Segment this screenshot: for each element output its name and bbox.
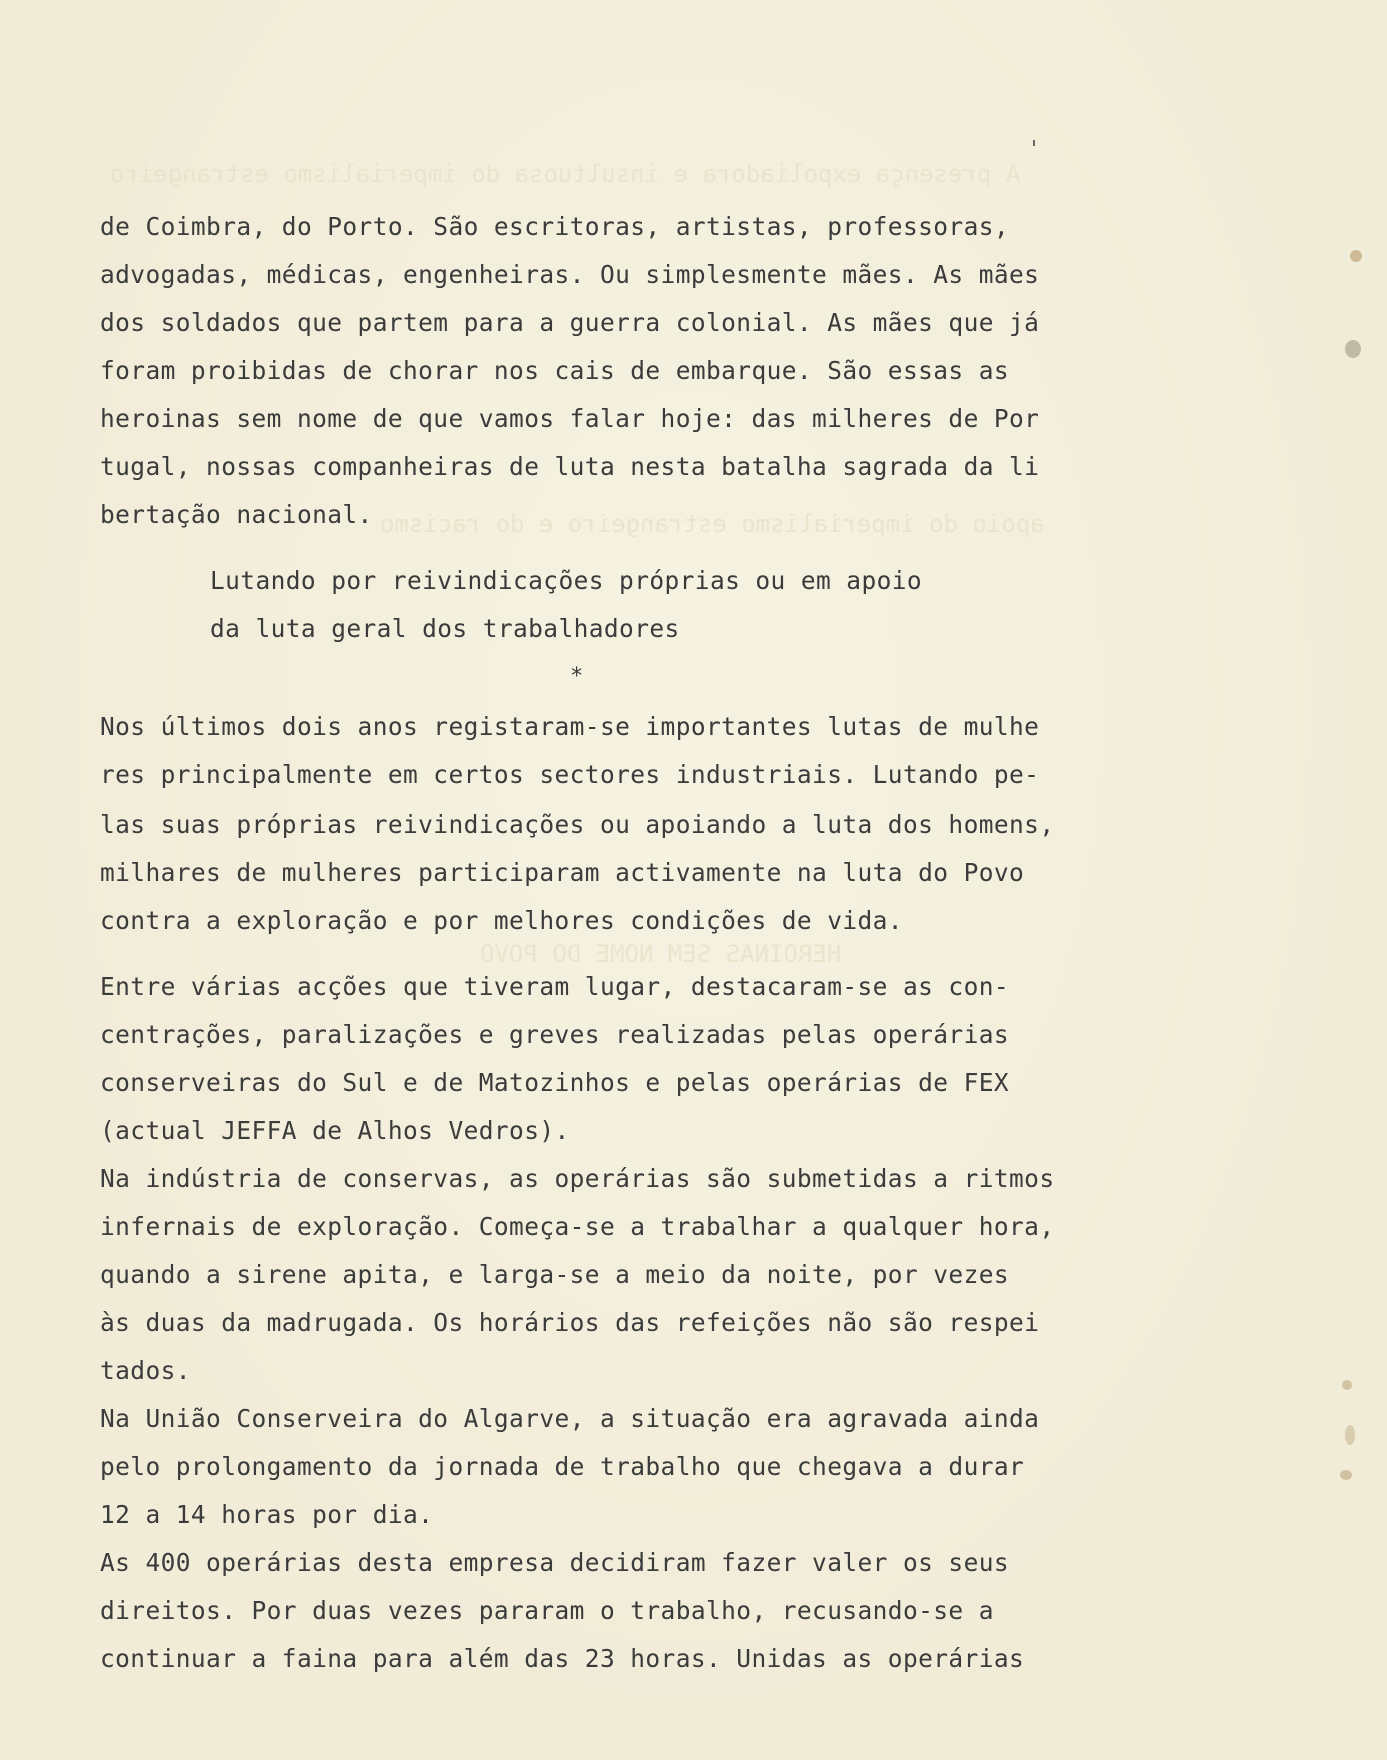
text-line: quando a sirene apita, e larga-se a meio da noite, por vezes: [100, 1260, 1010, 1289]
text-line: Na indústria de conservas, as operárias são submetidas a ritmos: [100, 1164, 1055, 1193]
paper-stain: [1342, 1380, 1352, 1390]
text-line: advogadas, médicas, engenheiras. Ou simplesmente mães. As mães: [100, 260, 1040, 289]
text-line: foram proibidas de chorar nos cais de embarque. São essas as: [100, 356, 1010, 385]
paper-stain: [1350, 250, 1362, 262]
text-line: dos soldados que partem para a guerra colonial. As mães que já: [100, 308, 1040, 337]
text-line: bertação nacional.: [100, 500, 373, 529]
text-line: contra a exploração e por melhores condições de vida.: [100, 906, 903, 935]
text-line: las suas próprias reivindicações ou apoiando a luta dos homens,: [100, 810, 1055, 839]
show-through-text: A presença expoliadora e insultuosa do imperialismo estrangeiro: [110, 160, 1021, 188]
text-line: tados.: [100, 1356, 191, 1385]
text-line: Na União Conserveira do Algarve, a situação era agravada ainda: [100, 1404, 1040, 1433]
show-through-text: apoio do imperialismo estrangeiro e do racismo: [380, 510, 1045, 538]
text-line: Entre várias acções que tiveram lugar, destacaram-se as con-: [100, 972, 1010, 1001]
show-through-text: HEROINAS SEM NOME DO POVO: [480, 940, 842, 968]
heading-line: da luta geral dos trabalhadores: [210, 614, 680, 643]
paper-stain: [1340, 1470, 1352, 1480]
paper-stain: [1345, 1425, 1355, 1445]
text-line: infernais de exploração. Começa-se a trabalhar a qualquer hora,: [100, 1212, 1055, 1241]
separator-asterisk: *: [570, 664, 584, 689]
text-line: res principalmente em certos sectores industriais. Lutando pe-: [100, 760, 1040, 789]
heading-line: Lutando por reivindicações próprias ou em apoio: [210, 566, 923, 595]
paper-stain: [1345, 340, 1361, 358]
page-mark: [1033, 140, 1035, 146]
text-line: às duas da madrugada. Os horários das refeições não são respei: [100, 1308, 1040, 1337]
text-line: milhares de mulheres participaram activamente na luta do Povo: [100, 858, 1025, 887]
text-line: (actual JEFFA de Alhos Vedros).: [100, 1116, 570, 1145]
text-line: heroinas sem nome de que vamos falar hoje: das milheres de Por: [100, 404, 1040, 433]
text-line: As 400 operárias desta empresa decidiram fazer valer os seus: [100, 1548, 1010, 1577]
text-line: pelo prolongamento da jornada de trabalho que chegava a durar: [100, 1452, 1025, 1481]
text-line: de Coimbra, do Porto. São escritoras, artistas, professoras,: [100, 212, 1010, 241]
text-line: conserveiras do Sul e de Matozinhos e pelas operárias de FEX: [100, 1068, 1010, 1097]
text-line: centrações, paralizações e greves realizadas pelas operárias: [100, 1020, 1010, 1049]
text-line: tugal, nossas companheiras de luta nesta batalha sagrada da li: [100, 452, 1040, 481]
text-line: direitos. Por duas vezes pararam o trabalho, recusando-se a: [100, 1596, 994, 1625]
text-line: Nos últimos dois anos registaram-se importantes lutas de mulhe: [100, 712, 1040, 741]
text-line: continuar a faina para além das 23 horas. Unidas as operárias: [100, 1644, 1025, 1673]
text-line: 12 a 14 horas por dia.: [100, 1500, 434, 1529]
